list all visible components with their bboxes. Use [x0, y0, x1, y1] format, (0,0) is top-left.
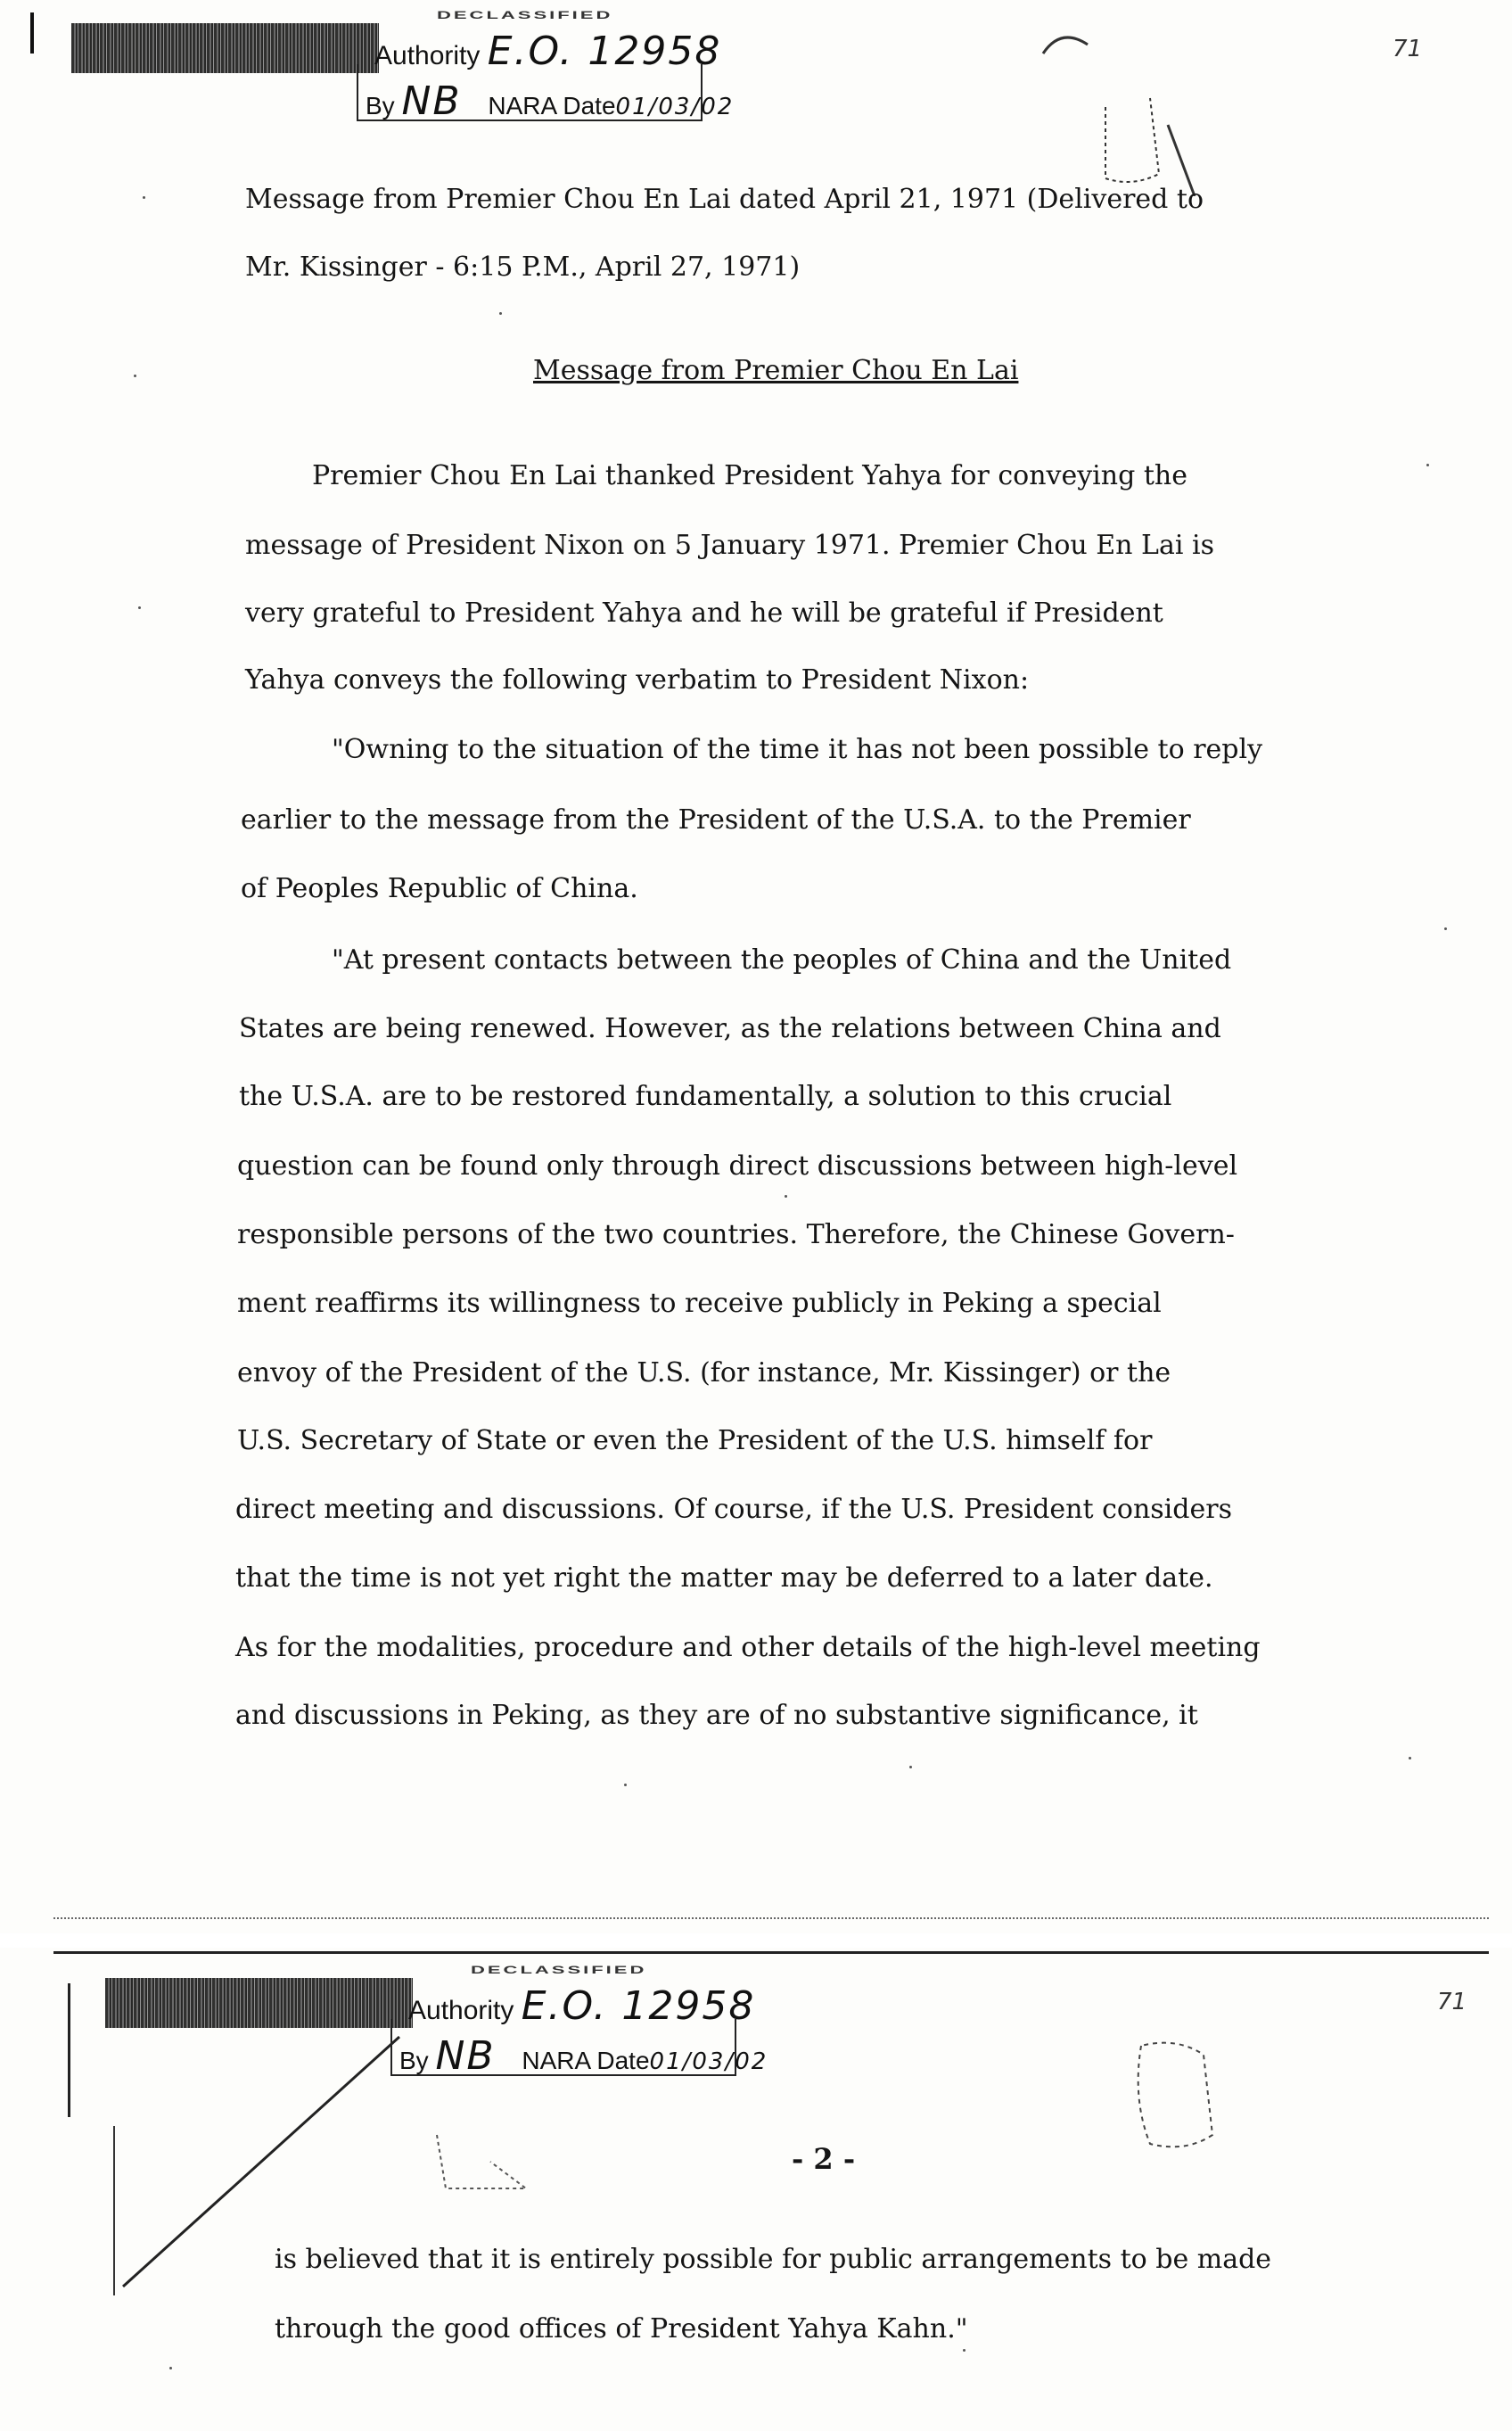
stamp-authority-label: Authority: [374, 41, 481, 70]
stamp-nara-label: NARA Date: [488, 92, 616, 119]
paragraph-3-line-6: ment reaffirms its willingness to receive publicly in Peking a special: [237, 1288, 1162, 1319]
scan-speck: [785, 1195, 787, 1198]
paragraph-3-line-3: the U.S.A. are to be restored fundamentally, a solution to this crucial: [239, 1081, 1172, 1112]
paragraph-3-line-11: As for the modalities, procedure and other details of the high-level meeting: [235, 1632, 1261, 1663]
scan-scribble: [1123, 2028, 1230, 2162]
scan-speck: [909, 1766, 912, 1768]
scan-speck: [1444, 927, 1447, 930]
scan-speck: [134, 375, 136, 377]
stamp-header: DECLASSIFIED: [437, 8, 613, 21]
scan-speck: [138, 606, 141, 609]
scan-speck: [143, 196, 145, 199]
stamp-by-label: By: [366, 92, 395, 119]
scan-speck: [169, 2367, 172, 2369]
stamp-by-value: NB: [435, 2033, 496, 2079]
stamp-redaction-block: [71, 23, 379, 73]
paragraph-1-line-2: message of President Nixon on 5 January 1971. Premier Chou En Lai is: [245, 530, 1214, 561]
paragraph-3-line-1: "At present contacts between the peoples of China and the United: [332, 944, 1232, 976]
scan-speck: [963, 2349, 966, 2352]
title-line-2: Mr. Kissinger - 6:15 P.M., April 27, 1971): [245, 251, 801, 283]
scan-speck: [499, 312, 502, 315]
stamp-by-value: NB: [401, 78, 462, 124]
scan-speck: [1426, 464, 1429, 466]
paragraph-2-line-3: of Peoples Republic of China.: [241, 873, 638, 904]
corner-note: 71: [1437, 1989, 1467, 2015]
paragraph-3-line-4: question can be found only through direct discussions between high-level: [237, 1150, 1238, 1182]
declassification-stamp: [71, 8, 735, 127]
scan-scribble: [428, 2126, 535, 2197]
stamp-header: DECLASSIFIED: [471, 1963, 647, 1976]
paragraph-1-line-3: very grateful to President Yahya and he will be grateful if President: [245, 597, 1163, 629]
page-2-line-1: is believed that it is entirely possible for public arrangements to be made: [275, 2244, 1272, 2275]
document-page-2: [0, 1948, 1512, 2431]
page-top-edge: [53, 1951, 1489, 1954]
paragraph-3-line-8: U.S. Secretary of State or even the President of the U.S. himself for: [237, 1425, 1153, 1456]
scan-scribble: [1025, 18, 1221, 196]
paragraph-3-line-5: responsible persons of the two countries. Therefore, the Chinese Govern-: [237, 1219, 1235, 1250]
page-2-line-2: through the good offices of President Yahya Kahn.": [275, 2313, 968, 2344]
message-heading: Message from Premier Chou En Lai: [533, 355, 1019, 386]
paragraph-3-line-10: that the time is not yet right the matter may be deferred to a later date.: [235, 1562, 1213, 1594]
stamp-nara-value: 01/03/02: [649, 2048, 768, 2075]
stamp-nara-value: 01/03/02: [615, 94, 735, 120]
scan-speck: [1409, 1757, 1411, 1759]
stamp-by-date: [399, 2033, 768, 2079]
scan-speck: [624, 1784, 627, 1786]
paragraph-2-line-2: earlier to the message from the President of the U.S.A. to the Premier: [241, 804, 1191, 836]
page-number: - 2 -: [792, 2142, 856, 2176]
stamp-authority-label: Authority: [408, 1996, 514, 2025]
paragraph-2-line-1: "Owning to the situation of the time it has not been possible to reply: [332, 734, 1263, 765]
scan-edge-mark: [68, 1983, 70, 2117]
stamp-authority-value: E.O. 12958: [487, 29, 722, 74]
paragraph-1-line-1: Premier Chou En Lai thanked President Yahya for conveying the: [312, 460, 1187, 491]
paragraph-3-line-2: States are being renewed. However, as the relations between China and: [239, 1013, 1221, 1044]
stamp-nara-label: NARA Date: [522, 2047, 650, 2074]
paragraph-1-line-4: Yahya conveys the following verbatim to President Nixon:: [245, 664, 1030, 696]
page-bottom-edge: [53, 1917, 1489, 1919]
paragraph-3-line-7: envoy of the President of the U.S. (for instance, Mr. Kissinger) or the: [237, 1357, 1171, 1389]
stamp-authority-value: E.O. 12958: [521, 1983, 756, 2029]
stamp-by-date: [366, 78, 734, 124]
title-line-1: Message from Premier Chou En Lai dated April 21, 1971 (Delivered to: [245, 184, 1204, 215]
corner-note: 71: [1393, 36, 1423, 62]
paragraph-3-line-9: direct meeting and discussions. Of course, if the U.S. President considers: [235, 1494, 1232, 1525]
stamp-by-label: By: [399, 2047, 429, 2074]
scan-edge-mark: [30, 12, 34, 54]
stamp-redaction-block: [105, 1978, 413, 2028]
paragraph-3-line-12: and discussions in Peking, as they are of no substantive significance, it: [235, 1700, 1198, 1731]
